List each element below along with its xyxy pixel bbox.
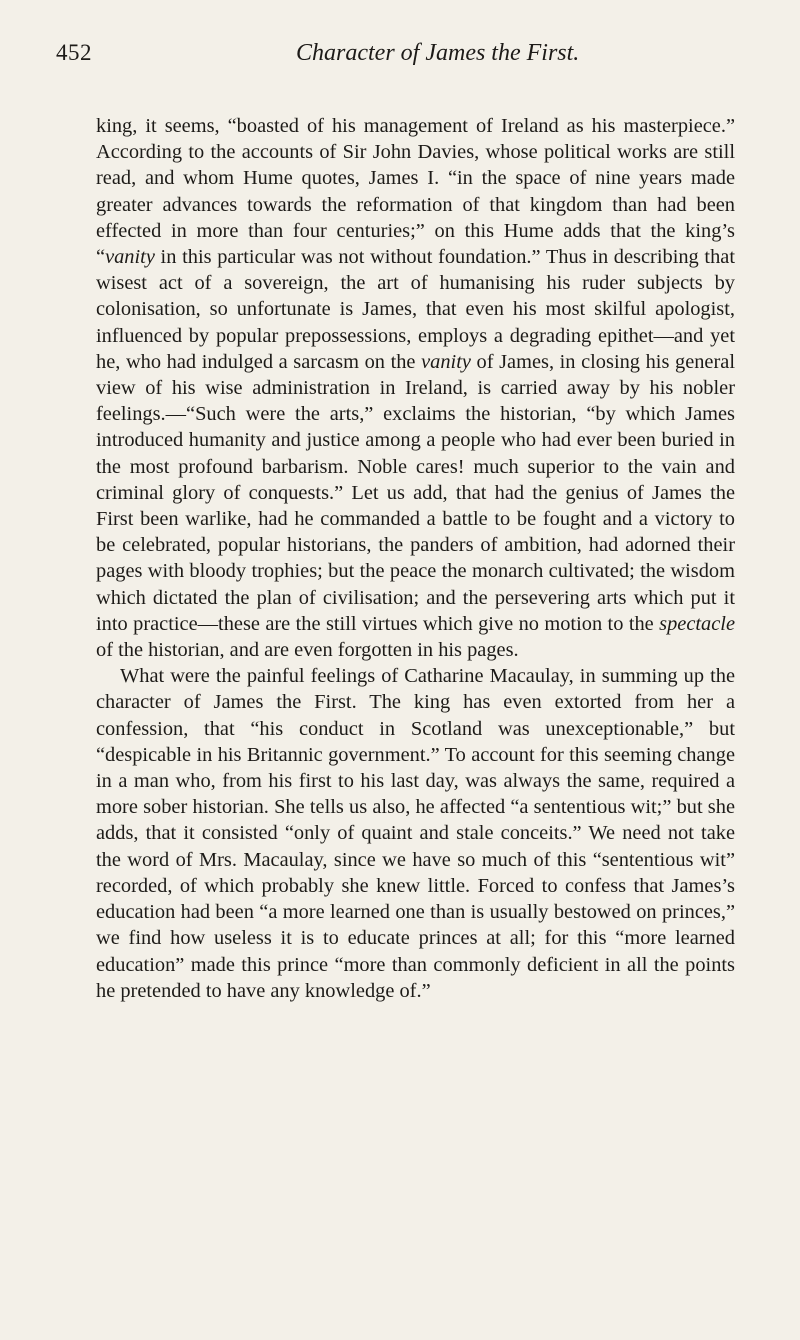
paragraph-2 [96, 663, 735, 1004]
italic-word: spectacle [659, 612, 735, 635]
italic-word: vanity [421, 350, 471, 373]
text-run: of James, in closing his general view of his wise administration in Ireland, is carried away by his nobler feelings.—“Such were the arts,” exclaims the historian, “by which James introduced humanity and justice among a people who had ever been buried in the most profound barbarism. Noble cares! much superior to the vain and criminal glory of conquests.” Let us add, that had the genius of James the First been warlike, had he commanded a battle to be fought and a victory to be celebrated, popular historians, the panders of ambition, had adorned their pages with bloody trophies; but the peace the monarch cultivated; the wisdom which dictated the plan of civilisation; and the persevering arts which put it into practice—these are the still virtues which give no motion to the [96, 350, 735, 635]
italic-word: vanity [105, 246, 155, 269]
page-number: 452 [56, 40, 92, 65]
body-text [96, 113, 735, 1004]
text-run: of the historian, and are even forgotten in his pages. [96, 639, 519, 662]
text-run: in this particular was not without foundation.” Thus in describing that wisest act of a sovereign, the art of humanising his ruder subjects by colonisation, so unfortunate is James, that even his most skilful apologist, influenced by popular prepossessions, employs a degrading epithet—and yet he, who had indulged a sarcasm on the [96, 246, 735, 373]
text-run: king, it seems, “boasted of his management of Ireland as his masterpiece.” According to the accounts of Sir John Davies, whose political works are still read, and whom Hume quotes, James I. “in the space of nine years made greater advances towards the reformation of that kingdom than had been effected in more than four centuries;” on this Hume adds that the king’s “ [96, 115, 735, 269]
text-run: What were the painful feelings of Catharine Macaulay, in summing up the character of James the First. The king has even extorted from her a confession, that “his conduct in Scotland was unexceptionable,” but “despicable in his Britannic government.” To account for this seeming change in a man who, from his first to his last day, was always the same, required a more sober historian. She tells us also, he affected “a sententious wit;” but she adds, that it consisted “only of quaint and stale conceits.” We need not take the word of Mrs. Macaulay, since we have so much of this “sententious wit” recorded, of which probably she knew little. Forced to confess that James’s education had been “a more learned one than is usually bestowed on princes,” we find how useless it is to educate princes at all; for this “more learned education” made this prince “more than commonly deficient in all the points he pretended to have any knowledge of.” [96, 665, 735, 1002]
page-header [56, 40, 756, 84]
running-title: Character of James the First. [296, 40, 580, 66]
paragraph-1 [96, 113, 735, 663]
